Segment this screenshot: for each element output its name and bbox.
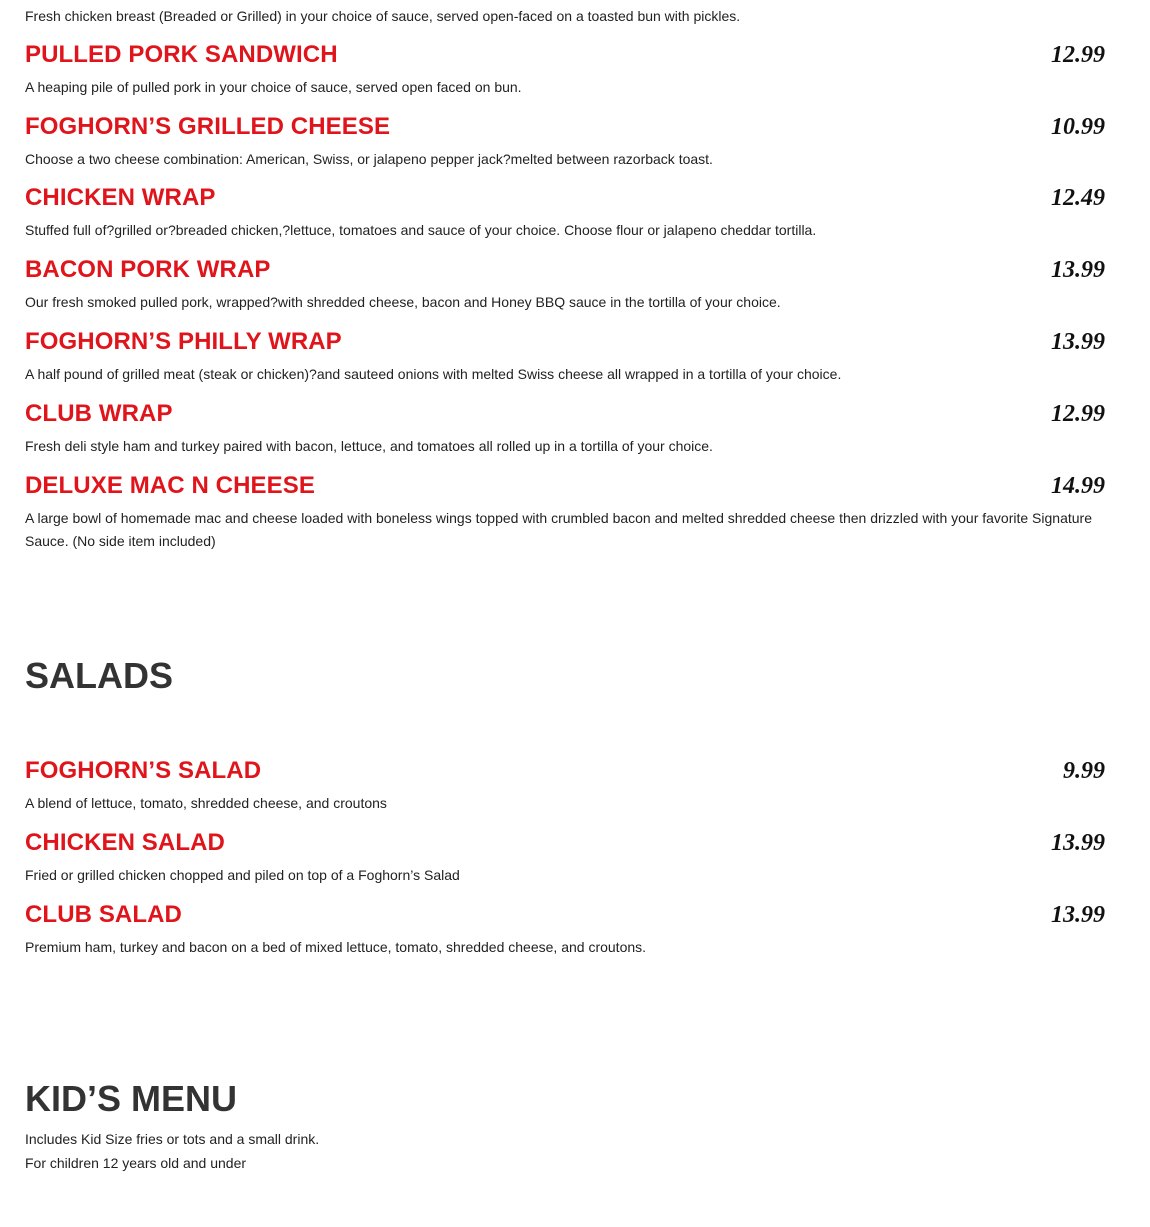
kids-menu-age-note: For children 12 years old and under: [25, 1155, 247, 1171]
item-description: Premium ham, turkey and bacon on a bed of mixed lettuce, tomato, shredded cheese, and croutons.: [25, 939, 647, 955]
menu-item-chicken-wrap: [25, 183, 1105, 242]
menu-item-philly-wrap: [25, 327, 1105, 386]
item-price: 12.49: [1051, 185, 1105, 211]
menu-item-deluxe-mac-n-cheese: [25, 471, 1105, 553]
menu-item-pulled-pork-sandwich: [25, 40, 1105, 99]
menu-item-bacon-pork-wrap: [25, 255, 1105, 314]
menu-item-chicken-salad: [25, 828, 1105, 887]
item-name: CHICKEN WRAP: [25, 184, 216, 211]
item-name: BACON PORK WRAP: [25, 256, 271, 283]
item-price: 10.99: [1051, 114, 1105, 140]
item-name: CHICKEN SALAD: [25, 829, 225, 856]
item-name: CLUB WRAP: [25, 400, 173, 427]
item-price: 12.99: [1051, 42, 1105, 68]
item-description: A heaping pile of pulled pork in your choice of sauce, served open faced on bun.: [25, 79, 522, 95]
item-description: A blend of lettuce, tomato, shredded cheese, and croutons: [25, 795, 387, 811]
item-description: Our fresh smoked pulled pork, wrapped?with shredded cheese, bacon and Honey BBQ sauce in the tortilla of your choice.: [25, 294, 781, 310]
item-price: 13.99: [1051, 830, 1105, 856]
item-description: Fresh deli style ham and turkey paired with bacon, lettuce, and tomatoes all rolled up in a tortilla of your choice.: [25, 438, 713, 454]
item-description: Fresh chicken breast (Breaded or Grilled) in your choice of sauce, served open-faced on a toasted bun with pickles.: [25, 8, 741, 24]
item-price: 13.99: [1051, 329, 1105, 355]
menu-item-foghorns-salad: [25, 756, 1105, 815]
item-name: PULLED PORK SANDWICH: [25, 41, 338, 68]
item-description: A half pound of grilled meat (steak or chicken)?and sauteed onions with melted Swiss cheese all wrapped in a tortilla of your choice.: [25, 366, 842, 382]
menu-item-club-wrap: [25, 399, 1105, 458]
item-description: Stuffed full of?grilled or?breaded chicken,?lettuce, tomatoes and sauce of your choice. Choose flour or jalapeno cheddar tortilla.: [25, 222, 817, 238]
item-name: FOGHORN’S SALAD: [25, 757, 262, 784]
item-price: 13.99: [1051, 902, 1105, 928]
item-price: 13.99: [1051, 257, 1105, 283]
item-name: FOGHORN’S GRILLED CHEESE: [25, 113, 391, 140]
item-name: DELUXE MAC N CHEESE: [25, 472, 315, 499]
section-title-kids-menu: KID’S MENU: [25, 1078, 238, 1119]
item-name: FOGHORN’S PHILLY WRAP: [25, 328, 342, 355]
item-price: 12.99: [1051, 401, 1105, 427]
item-price: 14.99: [1051, 473, 1105, 499]
section-title-salads: SALADS: [25, 655, 174, 696]
kids-menu-note: Includes Kid Size fries or tots and a small drink.: [25, 1131, 320, 1147]
item-description: A large bowl of homemade mac and cheese loaded with boneless wings topped with crumbled bacon and melted shredded cheese then drizzled with your favorite Signature Sauce. (No side item included): [25, 510, 1092, 549]
item-price: 9.99: [1063, 758, 1105, 784]
item-description: Fried or grilled chicken chopped and piled on top of a Foghorn’s Salad: [25, 867, 460, 883]
item-description: Choose a two cheese combination: American, Swiss, or jalapeno pepper jack?melted between razorback toast.: [25, 151, 713, 167]
menu-item-grilled-cheese: [25, 112, 1105, 171]
item-name: CLUB SALAD: [25, 901, 182, 928]
menu-item-club-salad: [25, 900, 1105, 959]
